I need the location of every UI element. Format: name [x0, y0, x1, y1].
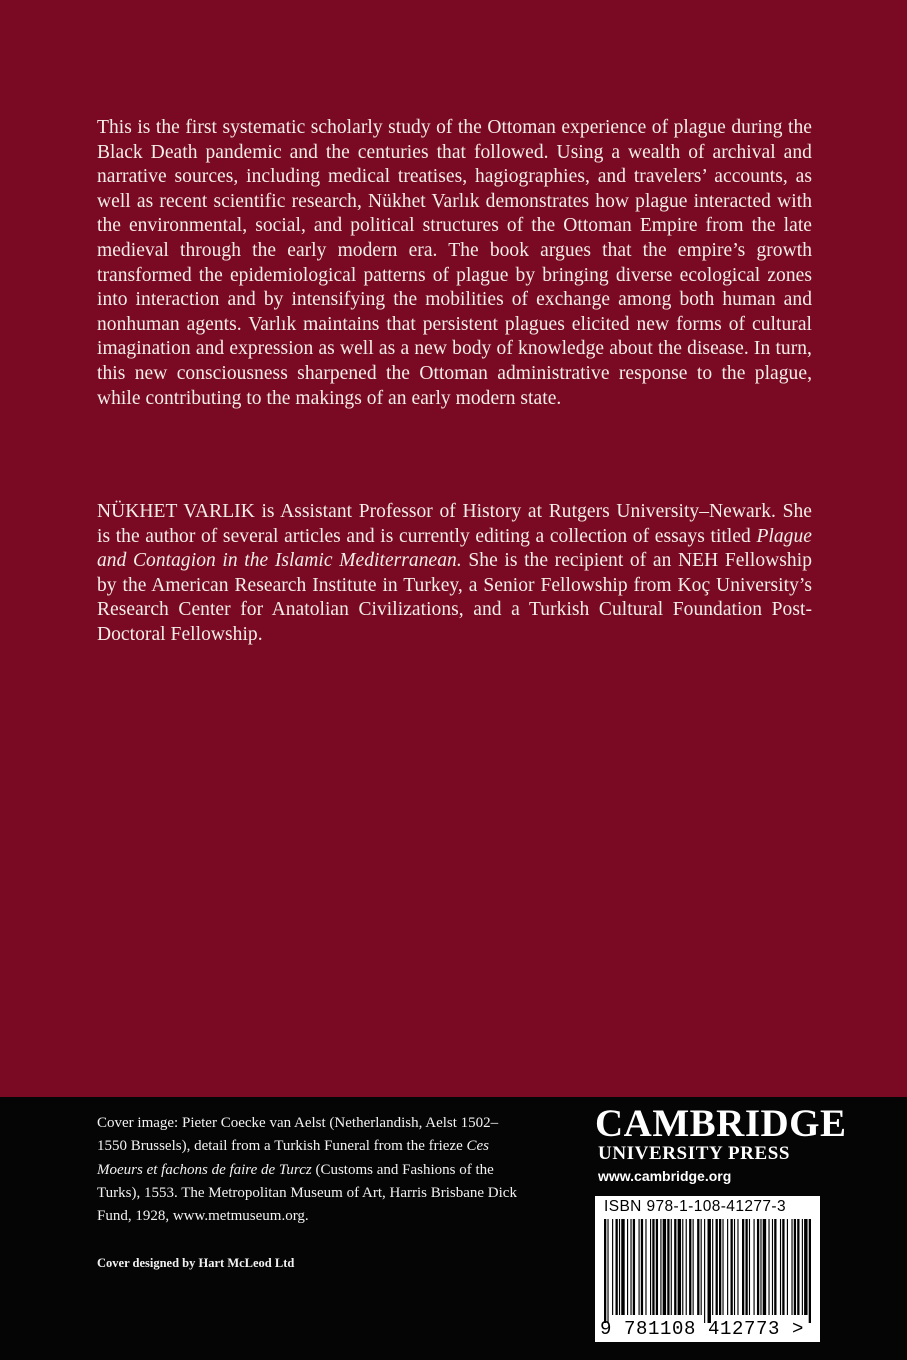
author-bio-text: NÜKHET VARLIK is Assistant Professor of History at Rutgers University–Newark. She is the author of several articles and is currently editing a collection of essays titled	[97, 501, 812, 547]
barcode-bar	[768, 1219, 769, 1315]
barcode-bar	[774, 1219, 776, 1315]
isbn-label: ISBN 978-1-108-41277-3	[604, 1198, 786, 1215]
barcode-bar	[627, 1219, 628, 1315]
book-description: This is the first systematic scholarly study of the Ottoman experience of plague during the Black Death pandemic and the centuries that followed. Using a wealth of archival and narrative sources, including medical treatises, hagiographies, and travelers’ accounts, as well as recent scientific research, Nükhet Varlık demonstrates how plague interacted with the environmental, social, and political structures of the Ottoman Empire from the late medieval through the early modern era. The book argues that the empire’s growth transformed the epidemiological patterns of plague by bringing diverse ecological zones into interaction and by intensifying the mobilities of exchange among both human and nonhuman agents. Varlık maintains that persistent plagues elicited new forms of cultural imagination and expression as well as a new body of knowledge about the disease. In turn, this new consciousness sharpened the Ottoman administrative response to the plague, while contributing to the makings of an early modern state.	[97, 117, 812, 409]
barcode-bar	[754, 1219, 755, 1315]
barcode-bar	[656, 1219, 658, 1315]
barcode-bar	[787, 1219, 788, 1315]
barcode-bar	[742, 1219, 744, 1315]
barcode-bar	[663, 1219, 666, 1315]
barcode-bar	[797, 1219, 799, 1315]
barcode-bar	[630, 1219, 631, 1315]
barcode-bar	[674, 1219, 676, 1315]
barcode-bar	[621, 1219, 624, 1315]
barcode-bar	[737, 1219, 738, 1315]
barcode-bar	[704, 1219, 705, 1323]
barcode-bar	[645, 1219, 646, 1315]
barcode-bar	[697, 1219, 699, 1315]
barcode-bar	[719, 1219, 721, 1315]
barcode-bar	[731, 1219, 733, 1315]
barcode-bar	[686, 1219, 687, 1315]
barcode-bar	[667, 1219, 669, 1315]
barcode-bar	[633, 1219, 635, 1315]
edited-collection-title: Plague and Contagion in the Islamic Mediterranean.	[97, 525, 812, 572]
cover-credit-text: Cover image: Pieter Coecke van Aelst (Netherlandish, Aelst 1502–1550 Brussels), detail from a Turkish Funeral from the frieze	[97, 1115, 499, 1155]
barcode-bar	[734, 1219, 735, 1315]
frieze-title: Ces Moeurs et fachons de faire de Turcz	[97, 1138, 490, 1178]
barcode-bar	[650, 1219, 651, 1315]
barcode-bar	[772, 1219, 773, 1315]
barcode-bar	[727, 1219, 728, 1315]
author-bio-fellowships: She is the recipient of an NEH Fellowship by the American Research Institute in Turkey, a Senior Fellowship from Koç University’s Research Center for Anatolian Civilizations, and a Turkish Cultural Foundation Post-Doctoral Fellowship.	[97, 550, 812, 645]
barcode-bar	[802, 1219, 803, 1315]
barcode-bar	[791, 1219, 792, 1315]
barcode-bar	[612, 1219, 613, 1315]
barcode-bar	[722, 1219, 723, 1315]
barcode-bar	[780, 1219, 781, 1315]
barcode-bar	[794, 1219, 796, 1315]
barcode-bar	[678, 1219, 681, 1315]
barcode-bar	[604, 1219, 606, 1323]
barcode-bar	[809, 1219, 811, 1323]
barcode-bar	[782, 1219, 784, 1315]
barcode-bar	[712, 1219, 713, 1315]
barcode-bar	[804, 1219, 807, 1315]
barcode-bar	[745, 1219, 747, 1315]
cover-credit-source: (Customs and Fashions of the Turks), 1553. The Metropolitan Museum of Art, Harris Brisbane Dick Fund, 1928, www.metmuseum.org.	[97, 1161, 517, 1225]
barcode-bar	[660, 1219, 661, 1315]
barcode-bar	[749, 1219, 750, 1315]
publisher-logo: CAMBRIDGE	[595, 1102, 847, 1145]
barcode-bar	[652, 1219, 654, 1315]
barcode-bar	[616, 1219, 618, 1315]
barcode-bar	[760, 1219, 761, 1315]
publisher-website: www.cambridge.org	[598, 1168, 732, 1184]
cover-designer-credit: Cover designed by Hart McLeod Ltd	[97, 1256, 295, 1270]
barcode-bar	[701, 1219, 702, 1315]
barcode-bar	[682, 1219, 683, 1315]
barcode-bar	[607, 1219, 608, 1323]
barcode-bar	[716, 1219, 718, 1315]
barcode-bar	[763, 1219, 766, 1315]
publisher-subtitle: UNIVERSITY PRESS	[598, 1143, 791, 1164]
barcode-bar	[689, 1219, 691, 1315]
barcode-bar	[693, 1219, 694, 1315]
barcode-bar	[619, 1219, 620, 1315]
barcode-bar	[671, 1219, 672, 1315]
barcode-bar	[757, 1219, 759, 1315]
barcode-bar	[639, 1219, 640, 1315]
barcode-digits: 9 781108 412773 >	[600, 1318, 805, 1340]
barcode-bar	[708, 1219, 711, 1323]
barcode-bar	[641, 1219, 643, 1315]
